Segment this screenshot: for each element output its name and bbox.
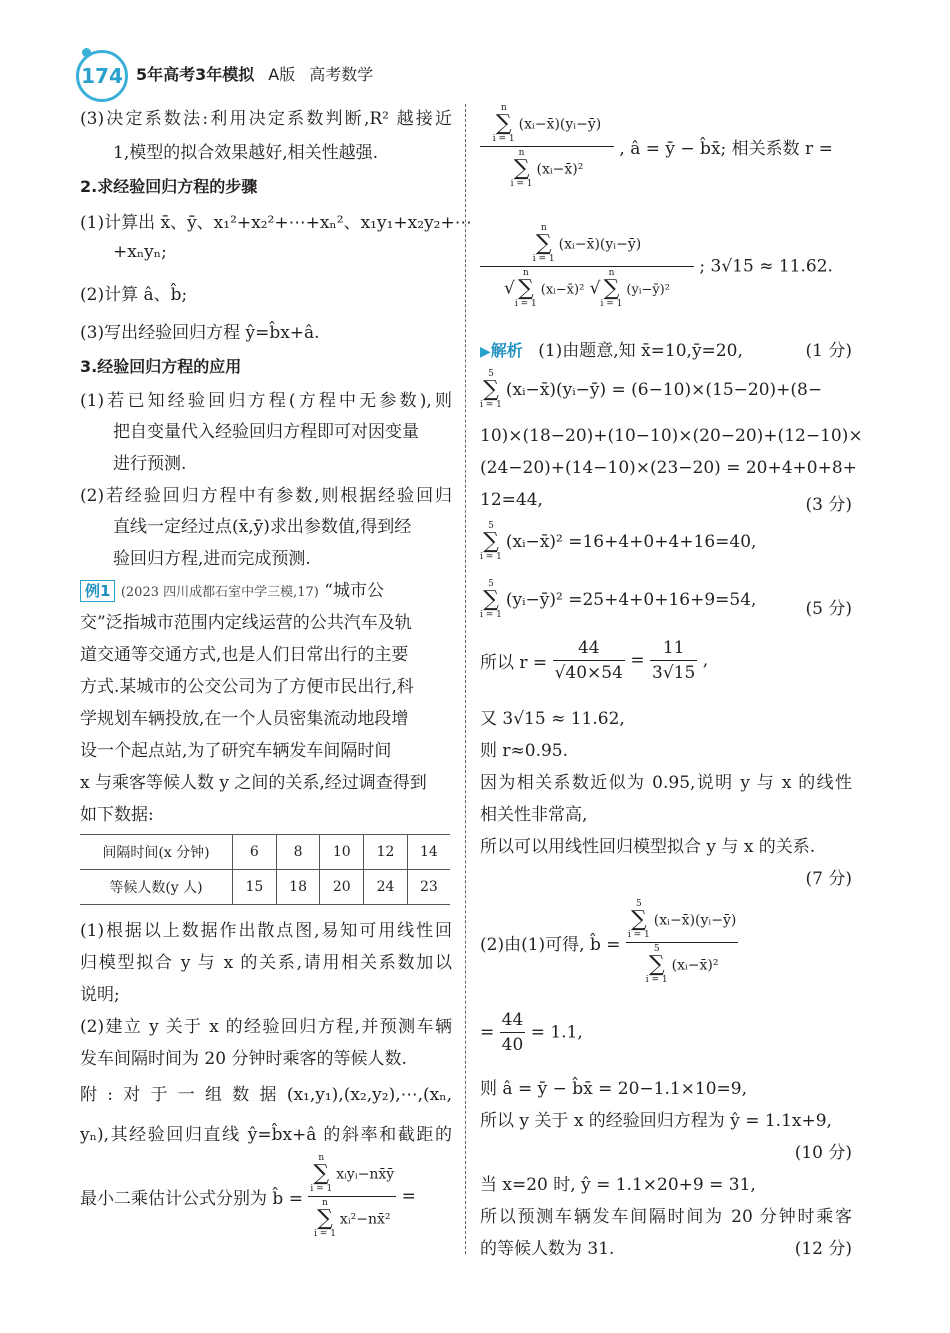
table-cell: 15 [233, 870, 277, 905]
formula-note: 附:对于一组数据(x₁,y₁),(x₂,y₂),⋯,(xₙ, [80, 1085, 452, 1105]
question-2: (2)建立 y 关于 x 的经验回归方程,并预测车辆 [80, 1017, 452, 1037]
arrow-icon: ▶ [480, 344, 491, 360]
page-number: 174 [81, 64, 123, 88]
formula-note: yₙ),其经验回归直线 ŷ=b̂x+â 的斜率和截距的 [80, 1125, 452, 1145]
example-title-line [80, 576, 384, 602]
fraction: 5 ∑ i = 1 (xᵢ−x̄)(yᵢ−ȳ) 5 ∑ i = 1 (xᵢ−x̄)² [627, 899, 737, 985]
solution-line: 则 r≈0.95. [480, 741, 569, 761]
score: (1 分) [805, 341, 852, 361]
table-cell: 14 [407, 835, 450, 870]
section-heading: 3.经验回归方程的应用 [80, 357, 242, 376]
table-row [80, 870, 450, 905]
solution-tag: 解析 [490, 341, 523, 360]
fraction: n ∑ i = 1 (xᵢ−x̄)(yᵢ−ȳ) √ n ∑ i = 1 (xᵢ−x̄)² √ n ∑ i = 1 (yᵢ−ȳ)² [480, 224, 694, 309]
solution-line: 所以预测车辆发车间隔时间为 20 分钟时乘客 [480, 1207, 852, 1227]
table-cell: 18 [276, 870, 320, 905]
score: (12 分) [794, 1239, 852, 1259]
a-hat-formula: n ∑ i = 1 (xᵢ−x̄)(yᵢ−ȳ) n ∑ i = 1 (xᵢ−x̄)² , â = ȳ − b̂x̄; 相关系数 r = [480, 104, 833, 189]
text-line: 验回归方程,进而完成预测. [113, 549, 311, 569]
formula-text: 最小二乘估计公式分别为 b̂ = [80, 1189, 303, 1209]
b-hat-formula: 最小二乘估计公式分别为 b̂ = n ∑ i = 1 xᵢyᵢ−nx̄ȳ n ∑ i = 1 xᵢ²−nx̄² = [80, 1153, 416, 1239]
book-subject: 高考数学 [309, 65, 374, 84]
table-cell: 8 [276, 835, 320, 870]
text-line: +xₙyₙ; [113, 242, 167, 262]
solution-line: 12=44, [480, 490, 543, 510]
text-line: 归模型拟合 y 与 x 的关系,请用相关系数加以 [80, 953, 452, 973]
example-text: 道交通等交通方式,也是人们日常出行的主要 [80, 645, 409, 665]
example-tag: 例1 [80, 580, 115, 602]
column-divider [465, 104, 466, 1254]
solution-line: 的等候人数为 31. [480, 1239, 615, 1259]
badge-dot-icon [82, 48, 91, 57]
text-line: 直线一定经过点(x̄,ȳ)求出参数值,得到经 [113, 517, 412, 537]
solution-line: 则 â = ȳ − b̂x̄ = 20−1.1×10=9, [480, 1079, 748, 1099]
solution-line: ▶解析 (1)由题意,知 x̄=10,ȳ=20, [480, 341, 743, 361]
solution-line: 5 ∑ i = 1 (yᵢ−ȳ)² =25+4+0+16+9=54, [480, 579, 757, 620]
step-2: (2)计算 â、b̂; [80, 285, 188, 305]
fraction: n ∑ i = 1 (xᵢ−x̄)(yᵢ−ȳ) n ∑ i = 1 (xᵢ−x̄)² [480, 104, 614, 189]
fraction: n ∑ i = 1 xᵢyᵢ−nx̄ȳ n ∑ i = 1 xᵢ²−nx̄² [310, 1153, 395, 1239]
example-text: 设一个起点站,为了研究车辆发车间隔时间 [80, 741, 392, 761]
book-name: 5年高考3年模拟 [136, 65, 255, 84]
solution-line: 所以可以用线性回归模型拟合 y 与 x 的关系. [480, 837, 816, 857]
data-table [80, 834, 450, 905]
solution-line: 5 ∑ i = 1 (xᵢ−x̄)(yᵢ−ȳ) = (6−10)×(15−20)+(8− [480, 369, 823, 410]
text-line: 发车间隔时间为 20 分钟时乘客的等候人数. [80, 1049, 407, 1069]
section-heading: 2.求经验回归方程的步骤 [80, 177, 258, 196]
page-header [76, 50, 876, 98]
score: (3 分) [805, 495, 852, 515]
book-title [136, 62, 373, 85]
table-header-cell: 间隔时间(x 分钟) [80, 835, 233, 870]
example-citation: (2023 四川成都石室中学三模,17) [120, 585, 319, 600]
solution-line: 当 x=20 时, ŷ = 1.1×20+9 = 31, [480, 1175, 756, 1195]
text-line: 把自变量代入经验回归方程即可对因变量 [113, 422, 419, 442]
score: (10 分) [794, 1143, 852, 1163]
table-cell: 12 [364, 835, 408, 870]
example-text: 如下数据: [80, 805, 154, 825]
solution-line: 又 3√15 ≈ 11.62, [480, 709, 625, 729]
table-cell: 10 [320, 835, 364, 870]
text-line: (3)决定系数法:利用决定系数判断,R² 越接近 [80, 109, 452, 129]
table-row [80, 835, 450, 870]
solution-line: (2)由(1)可得, b̂ = 5 ∑ i = 1 (xᵢ−x̄)(yᵢ−ȳ) 5 ∑ i = 1 (xᵢ−x̄)² [480, 899, 737, 985]
table-cell: 24 [364, 870, 408, 905]
solution-line: 所以 y 关于 x 的经验回归方程为 ŷ = 1.1x+9, [480, 1111, 832, 1131]
score: (7 分) [805, 869, 852, 889]
application-1: (1)若已知经验回归方程(方程中无参数),则 [80, 391, 452, 411]
text-line: 说明; [80, 985, 120, 1005]
example-text: 方式.某城市的公交公司为了方便市民出行,科 [80, 677, 414, 697]
table-cell: 23 [407, 870, 450, 905]
table-header-cell: 等候人数(y 人) [80, 870, 233, 905]
example-text: 学规划车辆投放,在一个人员密集流动地段增 [80, 709, 409, 729]
solution-line: 相关性非常高, [480, 805, 588, 825]
table-cell: 20 [320, 870, 364, 905]
solution-line: 因为相关系数近似为 0.95,说明 y 与 x 的线性 [480, 773, 852, 793]
step-1: (1)计算出 x̄、ȳ、x₁²+x₂²+⋯+xₙ²、x₁y₁+x₂y₂+⋯ [80, 213, 472, 233]
example-text: “城市公 [324, 581, 384, 601]
solution-line: = $\frac{44}{40}$ = 1.1, [480, 1010, 583, 1055]
example-text: 交”泛指城市范围内定线运营的公共汽车及轨 [80, 613, 412, 633]
page-number-badge [76, 50, 128, 102]
solution-line: 10)×(18−20)+(10−10)×(20−20)+(12−10)× [480, 426, 863, 446]
solution-line: 所以 r = $\frac{44}{√40\times 54}$ = $\frac{11}{3√15}$ , [480, 638, 709, 683]
solution-line: (24−20)+(14−10)×(23−20) = 20+4+0+8+ [480, 458, 857, 478]
step-3: (3)写出经验回归方程 ŷ=b̂x+â. [80, 323, 320, 343]
text-line: 1,模型的拟合效果越好,相关性越强. [113, 143, 379, 163]
application-2: (2)若经验回归方程中有参数,则根据经验回归 [80, 486, 452, 506]
solution-line: 5 ∑ i = 1 (xᵢ−x̄)² =16+4+0+4+16=40, [480, 521, 757, 562]
score: (5 分) [805, 599, 852, 619]
question-1: (1)根据以上数据作出散点图,易知可用线性回 [80, 921, 452, 941]
example-text: x 与乘客等候人数 y 之间的关系,经过调查得到 [80, 773, 427, 793]
r-formula: n ∑ i = 1 (xᵢ−x̄)(yᵢ−ȳ) √ n ∑ i = 1 (xᵢ−x̄)² √ n ∑ i = 1 (yᵢ−ȳ)² ; 3√15 ≈ 11.62. [480, 224, 833, 309]
table-cell: 6 [233, 835, 277, 870]
book-edition: A版 [268, 65, 296, 84]
text-line: 进行预测. [113, 454, 187, 474]
